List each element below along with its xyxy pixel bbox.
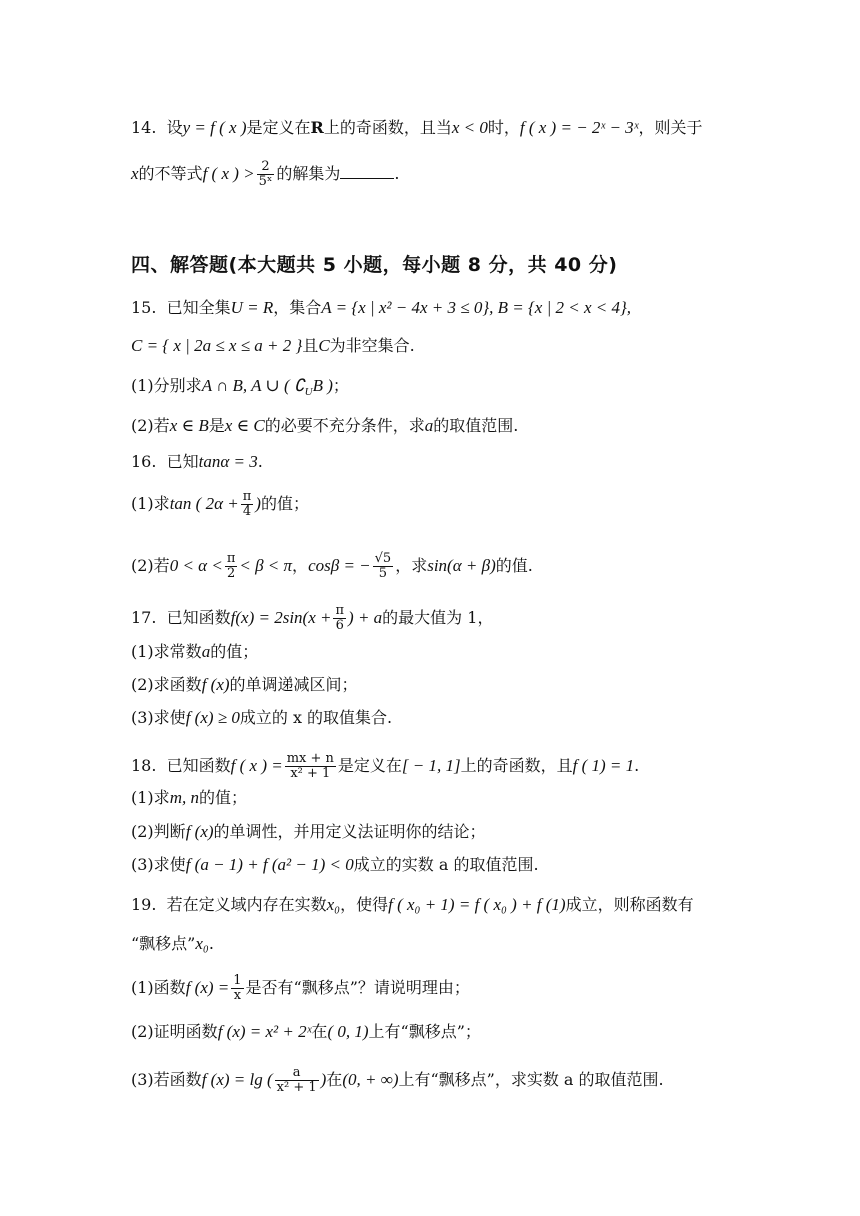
part-label: (2) <box>131 1022 154 1041</box>
q14-math: y = f ( x ) <box>182 118 247 137</box>
q19-text: 成立，则称函数有 <box>565 895 694 914</box>
q18-math: f ( x ) = <box>230 756 283 775</box>
part-label: (1) <box>131 494 154 513</box>
q17-math: f (x) <box>201 675 230 694</box>
q14-math: x <box>131 164 139 183</box>
question-number: 14. <box>131 118 157 137</box>
q19-text: 在 <box>326 1070 343 1089</box>
q16-math: tan ( 2α + <box>169 494 239 513</box>
q16-part-1 <box>131 490 800 519</box>
q17-math: f(x) = 2sin(x + <box>230 608 332 627</box>
fraction-denominator: 5 <box>378 566 388 581</box>
q15-part-2 <box>131 414 800 438</box>
part-label: (1) <box>131 978 154 997</box>
q14-text: 是定义在 <box>246 118 311 137</box>
q17-text: 的最大值为 1， <box>382 608 494 627</box>
q19-math: f (x) = x² + 2ˣ <box>217 1022 312 1041</box>
q17-math: f (x) ≥ 0 <box>185 708 240 727</box>
part-label: (3) <box>131 855 154 874</box>
q17-text: 求函数 <box>153 675 202 694</box>
q15-text: 为非空集合. <box>329 336 415 355</box>
q19-part-3 <box>131 1066 800 1095</box>
q15-math: x ∈ C <box>224 416 265 435</box>
fraction-denominator: x² + 1 <box>290 766 331 781</box>
q14-line-2 <box>131 160 800 189</box>
q18-line-1 <box>131 752 800 781</box>
q19-text: . <box>208 934 214 953</box>
q19-text: 若在定义域内存在实数 <box>166 895 327 914</box>
q19-text: 若函数 <box>153 1070 202 1089</box>
q15-text: 的必要不充分条件，求 <box>264 416 425 435</box>
q19-text: 证明函数 <box>153 1022 218 1041</box>
q19-text: “飘移点” <box>131 934 196 953</box>
q16-fraction <box>373 552 394 581</box>
q16-text: ， <box>292 556 309 575</box>
q15-text: 的取值范围. <box>433 416 519 435</box>
q19-line-1 <box>131 893 800 917</box>
q15-text: 若 <box>153 416 170 435</box>
q16-text: ，求 <box>395 556 428 575</box>
q15-math: a <box>424 416 434 435</box>
q15-line-1 <box>131 296 800 320</box>
q19-math: f (x) = lg ( <box>201 1070 273 1089</box>
q19-text: 上有“飘移点”，求实数 a 的取值范围. <box>398 1070 664 1089</box>
q17-math: a <box>201 642 211 661</box>
q16-line-1 <box>131 450 800 474</box>
q15-math: C = { x | 2a ≤ x ≤ a + 2 } <box>131 336 303 355</box>
question-number: 15. <box>131 298 157 317</box>
part-label: (1) <box>131 376 154 395</box>
q16-math: sin(α + β) <box>427 556 496 575</box>
q15-math: A ∩ B, A ∪ ( ∁ <box>201 376 305 395</box>
part-label: (2) <box>131 416 154 435</box>
q14-math: R <box>310 118 324 137</box>
answer-blank <box>340 164 394 179</box>
q17-math: ) + a <box>348 608 383 627</box>
q19-math: ( 0, 1) <box>327 1022 369 1041</box>
part-label: (3) <box>131 1070 154 1089</box>
q18-part-2 <box>131 820 800 844</box>
q15-text: 分别求 <box>153 376 202 395</box>
section-heading: 四、解答题(本大题共 5 小题，每小题 8 分，共 40 分) <box>131 254 618 276</box>
fraction-numerator: π <box>242 489 252 504</box>
q14-math: x < 0 <box>451 118 488 137</box>
q14-text: ，则关于 <box>638 118 703 137</box>
part-label: (3) <box>131 708 154 727</box>
q15-part-1 <box>131 374 800 404</box>
q18-text: 的值； <box>198 788 247 807</box>
q18-text: 是定义在 <box>337 756 402 775</box>
q17-text: 已知函数 <box>166 608 231 627</box>
q17-text: 求使 <box>153 708 186 727</box>
q19-text: 是否有“飘移点”？请说明理由； <box>245 978 470 997</box>
q14-text: 上的奇函数，且当 <box>323 118 452 137</box>
q14-text: 时， <box>487 118 520 137</box>
q14-math: f ( x ) > <box>202 164 255 183</box>
question-number: 16. <box>131 452 157 471</box>
fraction-numerator: mx + n <box>286 751 334 766</box>
q18-text: . <box>634 756 640 775</box>
fraction-denominator: x² + 1 <box>276 1080 317 1095</box>
q19-part-2 <box>131 1020 800 1044</box>
q16-fraction <box>241 490 254 519</box>
part-label: (1) <box>131 788 154 807</box>
q18-math: f ( 1) = 1 <box>572 756 635 775</box>
q15-math: B ) <box>312 376 333 395</box>
q19-fraction <box>275 1066 319 1095</box>
part-label: (2) <box>131 556 154 575</box>
q19-math: x₀ <box>326 895 341 914</box>
q16-text: 的值； <box>260 494 309 513</box>
q16-text: 已知 <box>166 452 199 471</box>
q18-part-1 <box>131 786 800 810</box>
q17-text: 的单调递减区间； <box>229 675 358 694</box>
q19-math: f ( x₀ + 1) = f ( x₀ ) + f (1) <box>388 895 566 914</box>
q19-line-2 <box>131 932 800 956</box>
q16-fraction <box>225 552 238 581</box>
question-number: 18. <box>131 756 157 775</box>
part-label: (2) <box>131 675 154 694</box>
q16-text: . <box>257 452 263 471</box>
q19-fraction <box>231 974 243 1003</box>
q16-text: 若 <box>153 556 170 575</box>
q16-text: 求 <box>153 494 170 513</box>
q19-part-1 <box>131 974 800 1003</box>
q14-text: 设 <box>166 118 183 137</box>
q17-text: 的值； <box>210 642 259 661</box>
part-label: (2) <box>131 822 154 841</box>
q15-text: 已知全集 <box>166 298 231 317</box>
q15-line-2 <box>131 334 800 358</box>
q17-part-3 <box>131 706 800 730</box>
q17-text: 求常数 <box>153 642 202 661</box>
q18-part-3 <box>131 853 800 877</box>
q14-text: 的解集为 <box>276 164 341 183</box>
q18-text: 判断 <box>153 822 186 841</box>
q18-math: f (a − 1) + f (a² − 1) < 0 <box>185 855 354 874</box>
q14-math: f ( x ) = − 2ˣ − 3ˣ <box>519 118 639 137</box>
fraction-numerator: √5 <box>374 551 392 566</box>
q16-math: tanα = 3 <box>198 452 258 471</box>
question-number: 19. <box>131 895 157 914</box>
q15-text: ，集合 <box>273 298 322 317</box>
q15-math: U <box>304 386 313 399</box>
q18-text: 已知函数 <box>166 756 231 775</box>
fraction-numerator: π <box>335 603 345 618</box>
q18-math: m, n <box>169 788 199 807</box>
fraction-numerator: π <box>226 551 236 566</box>
fraction-denominator: 4 <box>242 504 252 519</box>
q18-text: 求使 <box>153 855 186 874</box>
fraction-numerator: 1 <box>233 973 242 988</box>
q16-part-2 <box>131 552 800 581</box>
q15-math: x ∈ B <box>169 416 209 435</box>
q18-math: [ − 1, 1] <box>401 756 461 775</box>
q16-math: < β < π <box>239 556 293 575</box>
q17-fraction <box>333 604 346 633</box>
question-number: 17. <box>131 608 157 627</box>
q18-text: 成立的实数 a 的取值范围. <box>353 855 539 874</box>
q19-math: ) <box>320 1070 327 1089</box>
q19-math: f (x) = <box>185 978 230 997</box>
fraction-numerator: 2 <box>257 160 275 175</box>
q19-text: ，使得 <box>340 895 389 914</box>
fraction-numerator: a <box>275 1066 319 1081</box>
q16-math: 0 < α < <box>169 556 223 575</box>
q15-text: 且 <box>302 336 319 355</box>
q14-fraction <box>257 160 275 189</box>
q18-math: f (x) <box>185 822 214 841</box>
q17-part-1 <box>131 640 800 664</box>
q17-text: 成立的 x 的取值集合. <box>239 708 393 727</box>
q14-line-1 <box>131 116 800 140</box>
fraction-denominator: 6 <box>335 618 344 633</box>
q15-math: C <box>318 336 330 355</box>
q19-text: 函数 <box>153 978 186 997</box>
q16-math: cosβ = − <box>308 556 371 575</box>
part-label: (1) <box>131 642 154 661</box>
q18-text: 求 <box>153 788 170 807</box>
fraction-denominator: 2 <box>226 566 236 581</box>
q18-text: 的单调性，并用定义法证明你的结论； <box>213 822 486 841</box>
q15-text: 是 <box>208 416 225 435</box>
q17-part-2 <box>131 673 800 697</box>
q16-text: 的值. <box>495 556 533 575</box>
fraction-denominator: 5ˣ <box>258 174 273 189</box>
q17-line-1 <box>131 604 800 633</box>
q16-math: ) <box>255 494 261 513</box>
q19-text: 在 <box>311 1022 328 1041</box>
q19-math: x₀ <box>195 934 209 953</box>
q19-math: (0, + ∞) <box>342 1070 399 1089</box>
q15-math: A = {x | x² − 4x + 3 ≤ 0}, B = {x | 2 < x < 4}, <box>321 298 632 317</box>
q15-math: U = R <box>230 298 274 317</box>
q18-fraction <box>285 752 336 781</box>
fraction-denominator: x <box>233 988 242 1003</box>
q18-text: 上的奇函数，且 <box>460 756 573 775</box>
q19-text: 上有“飘移点”； <box>368 1022 481 1041</box>
q15-text: ； <box>332 376 349 395</box>
q14-text: . <box>394 164 400 183</box>
q14-text: 的不等式 <box>138 164 203 183</box>
